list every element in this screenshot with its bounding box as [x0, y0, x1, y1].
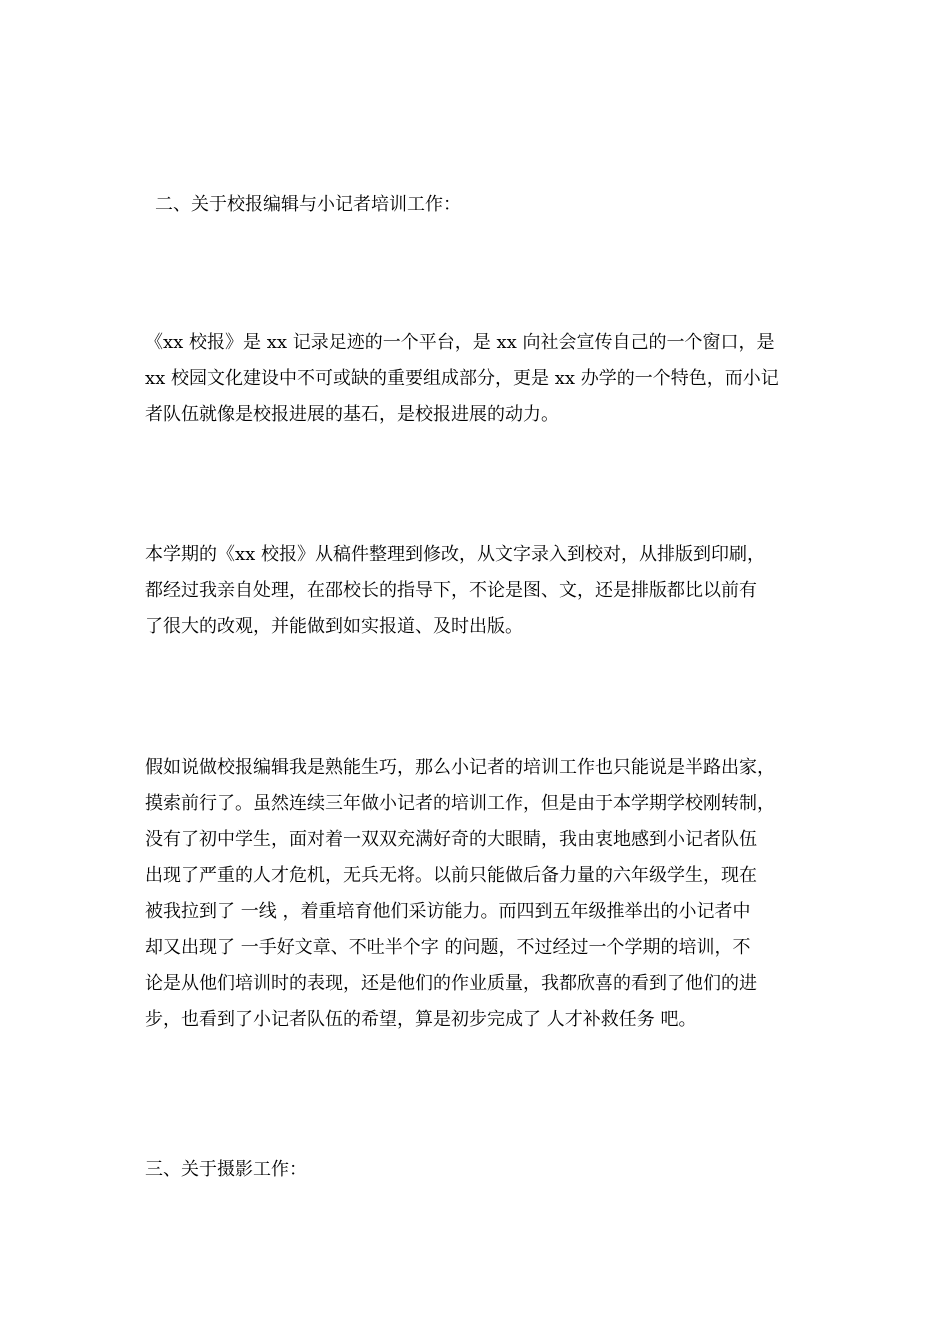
paragraph-line: 论是从他们培训时的表现，还是他们的作业质量，我都欣喜的看到了他们的进	[145, 973, 757, 994]
section-heading-2	[145, 187, 825, 223]
paragraph-line: 没有了初中学生，面对着一双双充满好奇的大眼睛，我由衷地感到小记者队伍	[145, 829, 757, 850]
heading-text: 二、关于校报编辑与小记者培训工作：	[155, 194, 461, 215]
heading-text: 三、关于摄影工作：	[145, 1159, 307, 1180]
paragraph-line: 却又出现了 一手好文章、不吐半个字 的问题，不过经过一个学期的培训，不	[145, 937, 751, 958]
paragraph-line: 出现了严重的人才危机，无兵无将。以前只能做后备力量的六年级学生，现在	[145, 865, 757, 886]
paragraph-line: 《xx 校报》是 xx 记录足迹的一个平台，是 xx 向社会宣传自己的一个窗口，是	[145, 332, 775, 353]
paragraph-line: 摸索前行了。虽然连续三年做小记者的培训工作，但是由于本学期学校刚转制，	[145, 793, 775, 814]
paragraph-line: 被我拉到了 一线 ，着重培育他们采访能力。而四到五年级推举出的小记者中	[145, 901, 751, 922]
paragraph-editing-work	[145, 537, 825, 645]
paragraph-line: 本学期的《xx 校报》从稿件整理到修改，从文字录入到校对，从排版到印刷，	[145, 544, 766, 565]
paragraph-line: 者队伍就像是校报进展的基石，是校报进展的动力。	[145, 404, 559, 425]
paragraph-line: 步，也看到了小记者队伍的希望，算是初步完成了 人才补救任务 吧。	[145, 1009, 697, 1030]
paragraph-line: 假如说做校报编辑我是熟能生巧，那么小记者的培训工作也只能说是半路出家，	[145, 757, 775, 778]
paragraph-school-newspaper	[145, 325, 825, 433]
section-heading-3	[145, 1152, 825, 1188]
paragraph-line: 都经过我亲自处理，在邵校长的指导下，不论是图、文，还是排版都比以前有	[145, 580, 757, 601]
paragraph-line: 了很大的改观，并能做到如实报道、及时出版。	[145, 616, 523, 637]
paragraph-reporter-training	[145, 750, 825, 1038]
paragraph-line: xx 校园文化建设中不可或缺的重要组成部分，更是 xx 办学的一个特色，而小记	[145, 368, 779, 389]
